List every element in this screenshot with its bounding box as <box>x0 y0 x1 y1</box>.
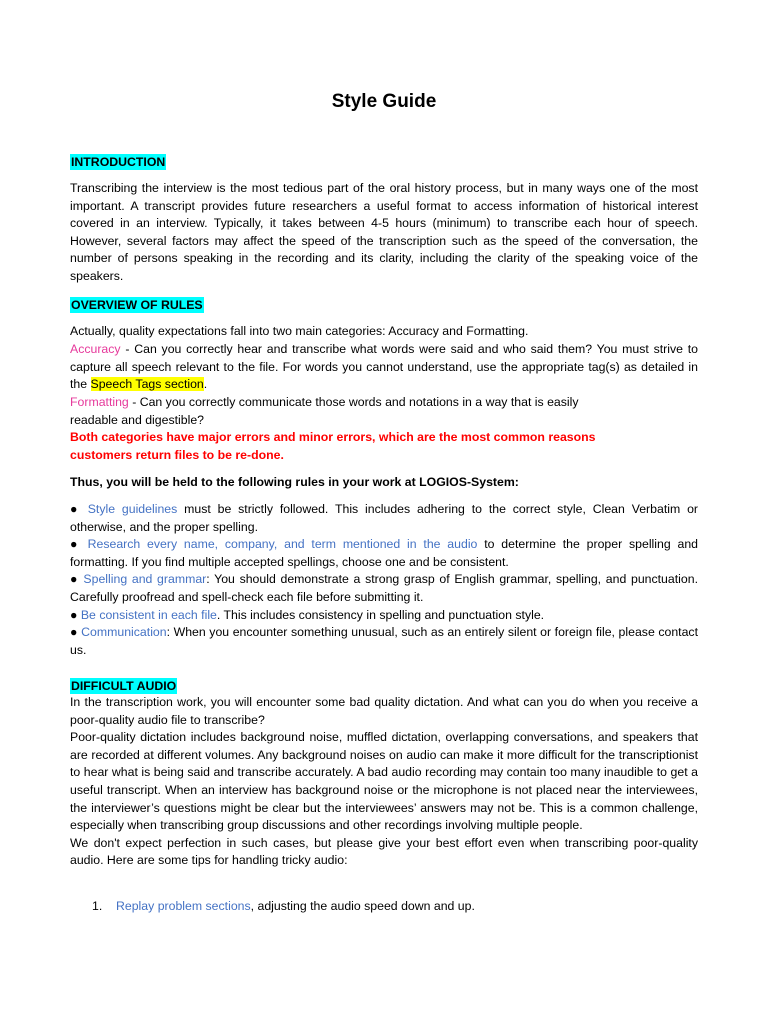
rule-text: must be strictly followed. This includes adhering to the correct style, Clean Verbatim or otherwise, and the proper spelling. <box>70 502 698 534</box>
intro-paragraph: Transcribing the interview is the most tedious part of the oral history process, but in many ways one of the most important. A transcript provides future researchers a useful format to access information of historical interest covered in an interview. Typically, it takes between 4-5 hours (minimum) to transcribe each hour of speech. However, several factors may affect the speed of the transcription such as the speed of the conversation, the number of persons speaking in the recording and its clarity, including the clarity of the speaking voice of the speakers. <box>70 181 698 283</box>
section-heading-difficult-audio: DIFFICULT AUDIO <box>71 679 177 693</box>
overview-intro-line: Actually, quality expectations fall into two main categories: Accuracy and Formatting. <box>70 324 529 338</box>
tip-text: , adjusting the audio speed down and up. <box>250 899 475 913</box>
red-note-2: customers return files to be re-done. <box>70 447 284 462</box>
bullet: ● <box>70 607 78 622</box>
rule-item <box>70 624 698 659</box>
intro-heading-row <box>70 154 698 172</box>
difficult-p3: We don't expect perfection in such cases, but please give your best effort even when transcribing poor-quality audio. Here are some tips for handling tricky audio: <box>70 835 698 868</box>
rule-item <box>70 536 698 571</box>
list-item-content <box>116 898 475 916</box>
accuracy-text: - Can you correctly hear and transcribe what words were said and who said them? You must strive to capture all speech relevant to the file. For words you cannot understand, use the appropriate tag(s) as detailed in the <box>70 342 698 392</box>
rules-intro: Thus, you will be held to the following rules in your work at LOGIOS-System: <box>70 475 519 489</box>
formatting-term: Formatting <box>70 395 129 409</box>
difficult-heading-row <box>70 678 698 696</box>
formatting-text-1: - Can you correctly communicate those words and notations in a way that is easily <box>128 395 579 409</box>
bullet: ● <box>70 625 78 640</box>
rule-text: . This includes consistency in spelling and punctuation style. <box>216 607 545 622</box>
list-number: 1. <box>92 899 103 913</box>
accuracy-paragraph <box>70 341 698 394</box>
rule-term-style-guidelines: Style guidelines <box>87 502 178 516</box>
difficult-p2: Poor-quality dictation includes background noise, muffled dictation, overlapping conversations, and speakers that are recorded at different volumes. Any background noises on audio can make it more difficult for the transcriptionist to hear what is being said and transcribe accurately. A bad audio recording may contain too many inaudible to get a useful transcript. When an interview has background noise or the microphone is not placed near the interviewees, the interviewer’s questions might be clear but the interviewees’ answers may not be. This is a common challenge, especially when transcribing group discussions and other recordings involving multiple people. <box>70 730 698 833</box>
rule-term-communication: Communication <box>81 625 167 640</box>
section-heading-introduction: INTRODUCTION <box>71 155 166 169</box>
bullet: ● <box>70 537 81 552</box>
formatting-paragraph <box>70 394 698 464</box>
red-note-1: Both categories have major errors and minor errors, which are the most common reasons <box>70 430 596 445</box>
rule-item <box>70 607 698 625</box>
rule-item <box>70 571 698 606</box>
overview-heading-row <box>70 297 698 315</box>
formatting-text-2: readable and digestible? <box>70 412 205 427</box>
rule-term-spelling: Spelling and grammar <box>83 572 207 587</box>
difficult-p1: In the transcription work, you will encounter some bad quality dictation. And what can you do when you receive a poor-quality audio file to transcribe? <box>70 695 698 727</box>
bullet: ● <box>70 572 79 587</box>
rule-item <box>70 501 698 536</box>
speech-tags-link[interactable]: Speech Tags section <box>90 377 204 392</box>
rule-term-research: Research every name, company, and term mentioned in the audio <box>87 537 478 552</box>
tips-list-item <box>70 898 698 916</box>
page-title: Style Guide <box>331 91 437 112</box>
accuracy-end: . <box>203 377 208 392</box>
rule-text: : When you encounter something unusual, such as an entirely silent or foreign file, please contact us. <box>70 625 698 657</box>
section-heading-overview: OVERVIEW OF RULES <box>71 298 203 312</box>
difficult-paragraphs <box>70 694 698 870</box>
rule-text: to determine the proper spelling and formatting. If you find multiple accepted spellings, choose one and be consistent. <box>70 537 699 569</box>
tip-term-replay: Replay problem sections <box>116 899 251 913</box>
rule-term-consistent: Be consistent in each file <box>80 607 217 622</box>
rules-list <box>70 501 698 659</box>
bullet: ● <box>70 502 81 516</box>
accuracy-term: Accuracy <box>70 342 121 356</box>
rule-text: : You should demonstrate a strong grasp of English grammar, spelling, and punctuation. Carefully proofread and spell-check each file before submitting it. <box>70 572 698 604</box>
